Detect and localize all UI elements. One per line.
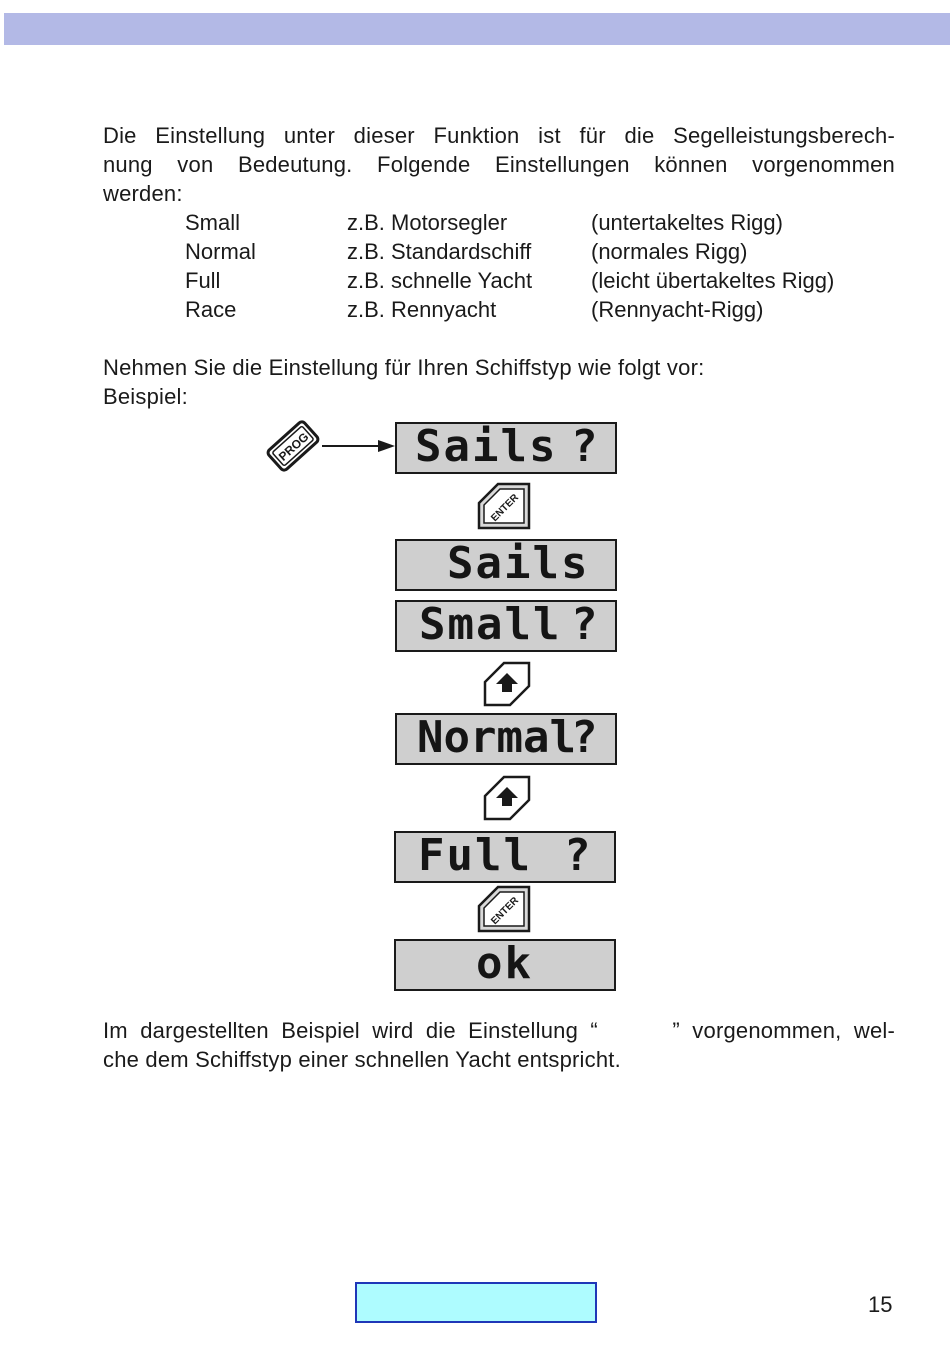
option-example: z.B. Rennyacht (347, 297, 497, 322)
option-name: Small (185, 210, 241, 235)
option-rig: (Rennyacht-Rigg) (591, 297, 764, 322)
intro-line-3: werden: (103, 181, 183, 206)
option-row-normal (0, 237, 950, 266)
display-text: Normal (417, 712, 576, 763)
conclusion-line-1: Im dargestellten Beispiel wird die Einstellung “ ” vorgenommen, wel- (103, 1018, 895, 1043)
display-ok (394, 939, 616, 991)
instruction-paragraph (103, 353, 895, 411)
display-suffix: ? (571, 421, 600, 472)
display-text: Small (419, 599, 562, 650)
display-suffix: ? (571, 712, 600, 763)
display-text: Sails (447, 538, 590, 589)
option-rig: (untertakeltes Rigg) (591, 210, 783, 235)
up-key-icon (482, 660, 532, 708)
option-name: Race (185, 297, 237, 322)
display-sails (395, 539, 617, 591)
option-rig: (leicht übertakeltes Rigg) (591, 268, 835, 293)
display-normal-query (395, 713, 617, 765)
option-example: z.B. schnelle Yacht (347, 268, 533, 293)
intro-paragraph (103, 121, 895, 208)
display-full-query (394, 831, 616, 883)
option-row-full (0, 266, 950, 295)
prog-key-icon (262, 418, 324, 474)
conclusion-paragraph (103, 1016, 895, 1074)
instruction-line-2: Beispiel: (103, 384, 188, 409)
enter-key-icon (476, 481, 532, 531)
footer-label-box (355, 1282, 597, 1323)
option-name: Full (185, 268, 221, 293)
intro-line-1: Die Einstellung unter dieser Funktion ist für die Segelleistungsberech- (103, 123, 895, 148)
display-sails-query (395, 422, 617, 474)
display-text: ok (476, 938, 533, 989)
enter-key-icon (476, 884, 532, 934)
enter-key-label: ENTER (489, 492, 521, 524)
option-example: z.B. Standardschiff (347, 239, 532, 264)
intro-line-2: nung von Bedeutung. Folgende Einstellungen können vorgenommen (103, 152, 895, 177)
page-number: 15 (868, 1292, 893, 1317)
option-name: Normal (185, 239, 256, 264)
display-small-query (395, 600, 617, 652)
display-text: Full (418, 830, 532, 881)
up-key-icon (482, 774, 532, 822)
display-suffix: ? (564, 830, 593, 881)
option-example: z.B. Motorsegler (347, 210, 508, 235)
arrow-right-icon (322, 436, 396, 456)
instruction-line-1: Nehmen Sie die Einstellung für Ihren Schiffstyp wie folgt vor: (103, 355, 705, 380)
display-text: Sails (415, 421, 558, 472)
option-row-race (0, 295, 950, 324)
option-row-small (0, 208, 950, 237)
conclusion-line-2: che dem Schiffstyp einer schnellen Yacht entspricht. (103, 1047, 621, 1072)
header-bar (4, 13, 950, 45)
display-suffix: ? (571, 599, 600, 650)
option-rig: (normales Rigg) (591, 239, 748, 264)
enter-key-label: ENTER (489, 895, 521, 927)
prog-key-label: PROG (275, 429, 312, 464)
